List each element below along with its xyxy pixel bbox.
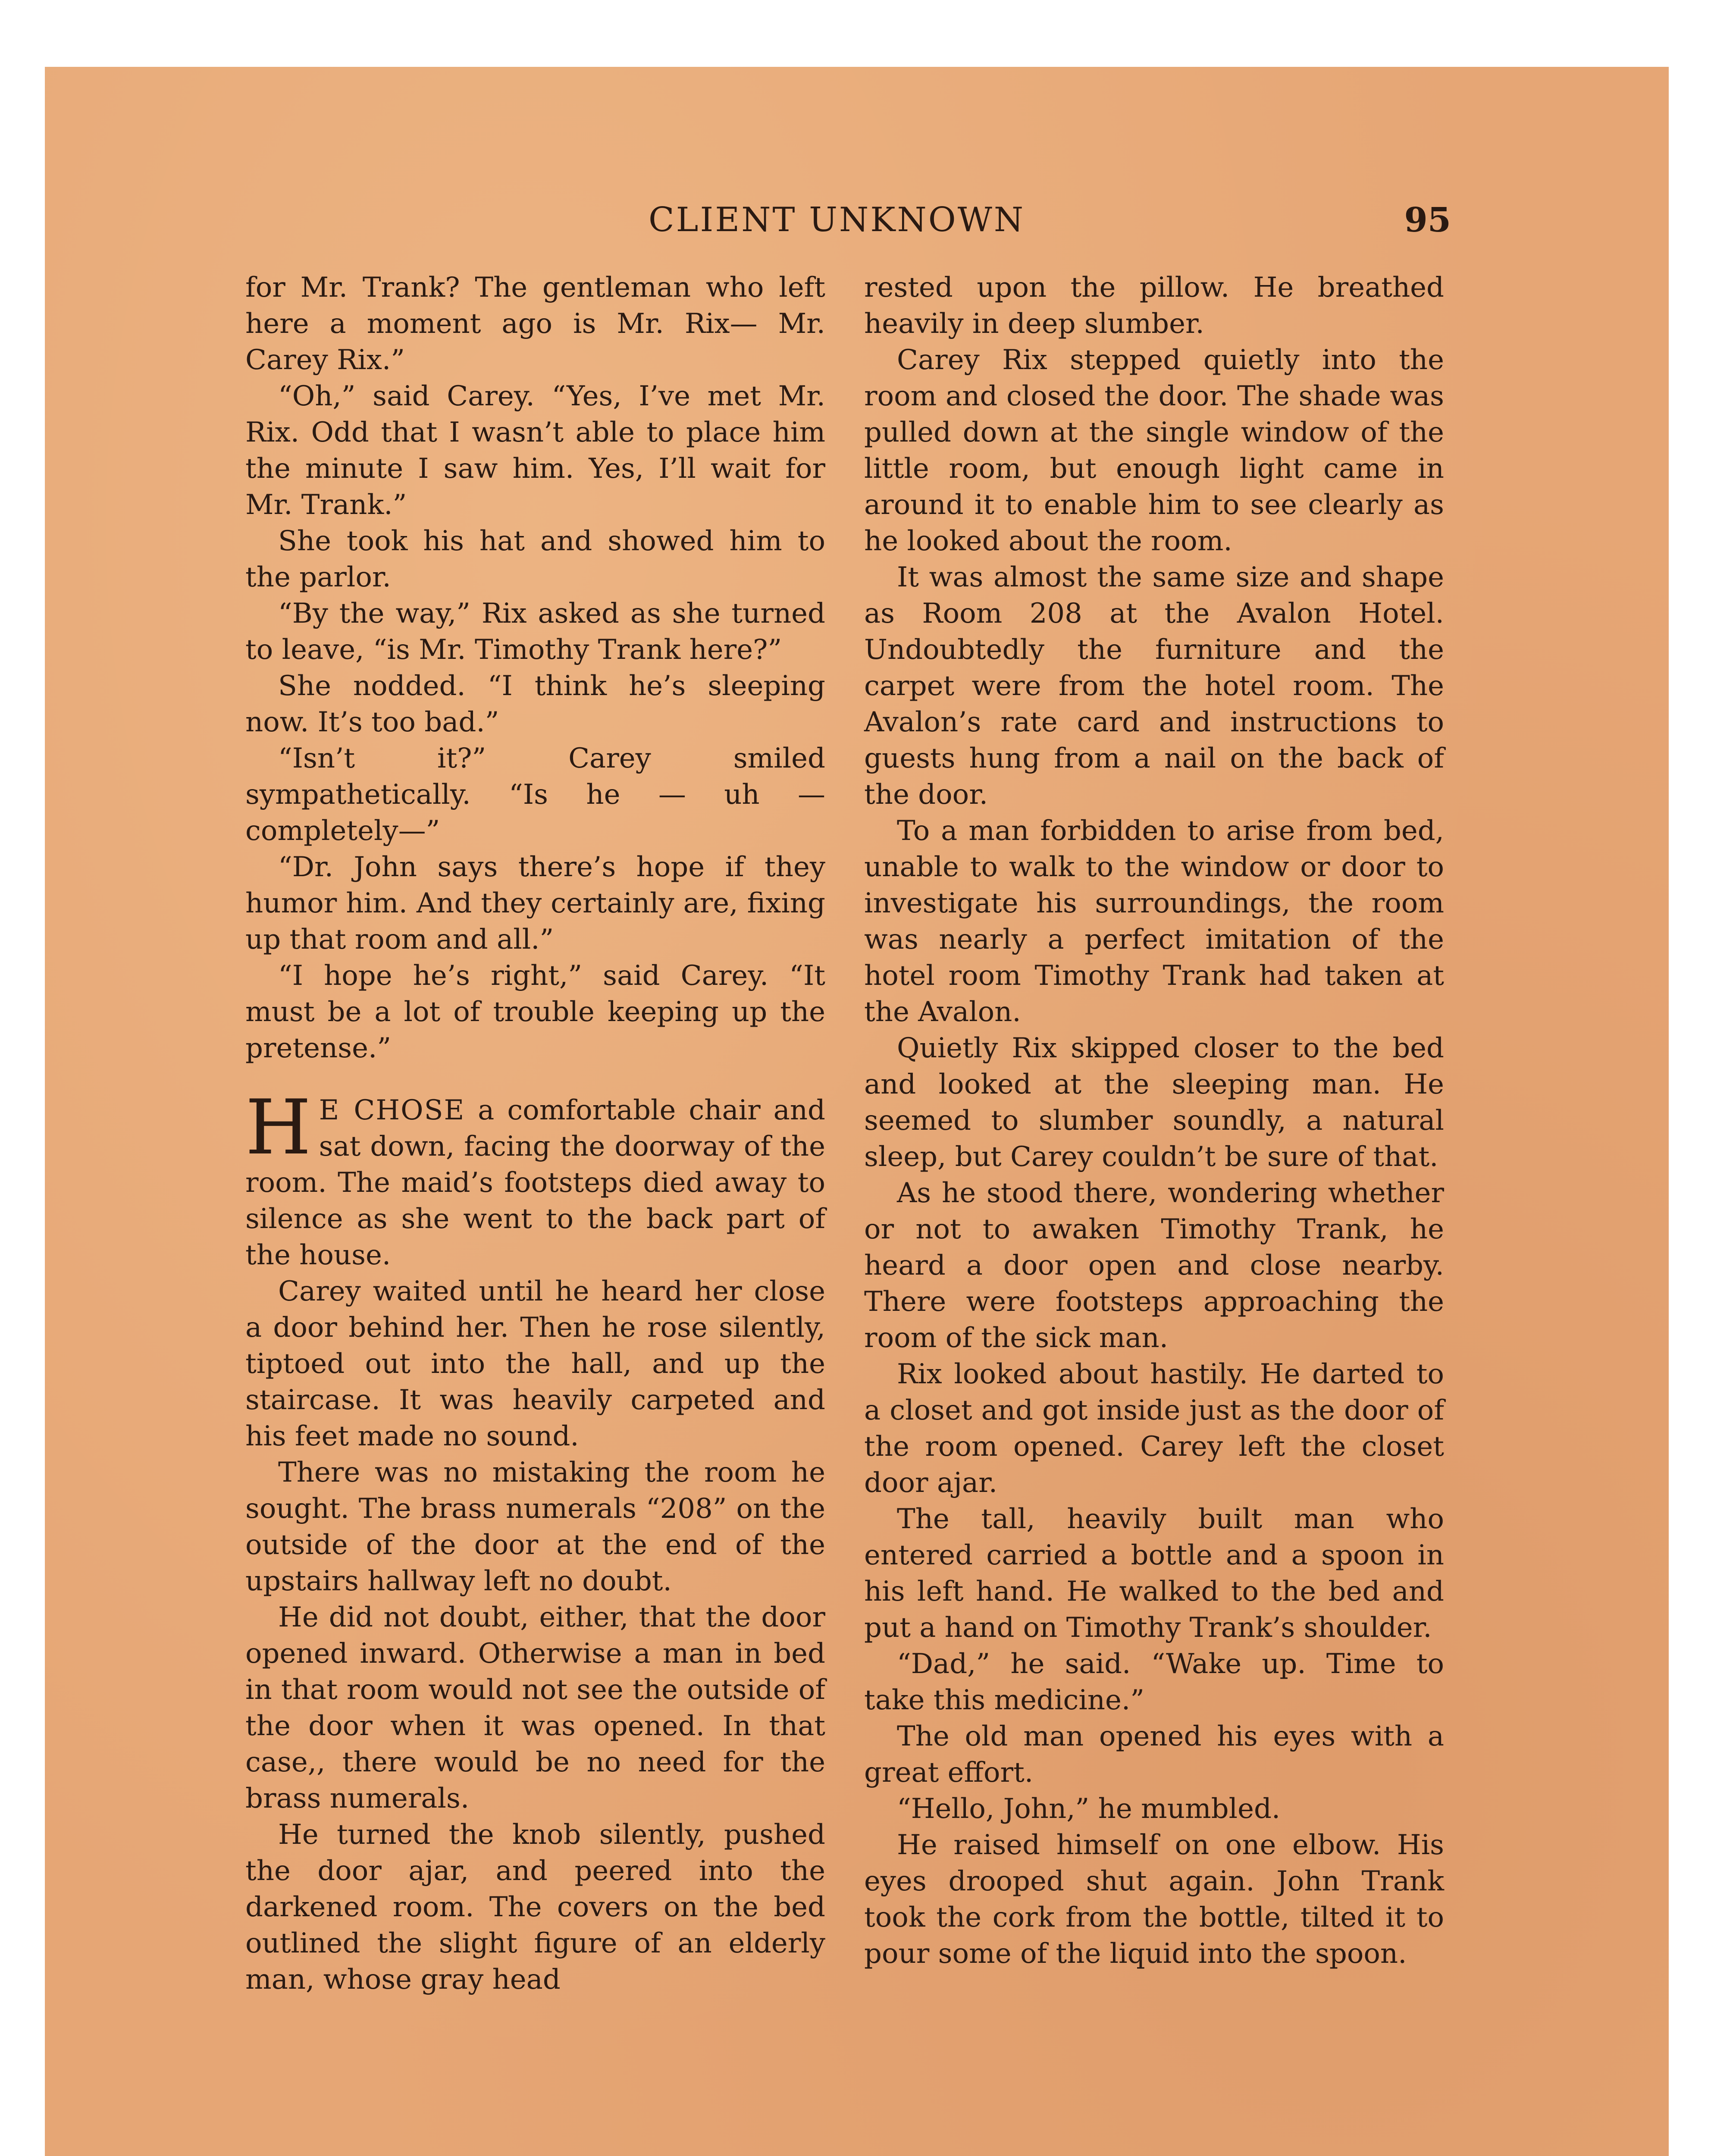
paragraph: He did not doubt, either, that the door opened inward. Otherwise a man in bed in that room would not see the outside of the door when it was opened. In that case,, there would be no need for the brass numerals. <box>245 1601 825 1814</box>
paragraph: Quietly Rix skipped closer to the bed and looked at the sleeping man. He seemed to slumber soundly, a natural sleep, but Carey couldn’t be sure of that. <box>864 1032 1444 1173</box>
paragraph: Carey Rix stepped quietly into the room and closed the door. The shade was pulled down at the single window of the little room, but enough light came in around it to enable him to see clearly as he looked about the room. <box>864 344 1444 557</box>
paragraph: Rix looked about hastily. He darted to a closet and got inside just as the door of the room opened. Carey left the closet door ajar. <box>864 1358 1444 1499</box>
section-break <box>245 1066 825 1092</box>
running-head: CLIENT UNKNOWN <box>649 201 1025 239</box>
paragraph: It was almost the same size and shape as Room 208 at the Avalon Hotel. Undoubtedly the furniture and the carpet were from the hotel room. The Avalon’s rate card and instructions to guests hung from a nail on the back of the door. <box>864 561 1444 811</box>
paragraph: “Oh,” said Carey. “Yes, I’ve met Mr. Rix. Odd that I wasn’t able to place him the minute I saw him. Yes, I’ll wait for Mr. Trank.” <box>245 380 825 521</box>
page-number: 95 <box>1404 201 1451 240</box>
paragraph: Carey waited until he heard her close a door behind her. Then he rose silently, tiptoed out into the hall, and up the staircase. It was heavily carpeted and his feet made no sound. <box>245 1275 825 1452</box>
paragraph: As he stood there, wondering whether or not to awaken Timothy Trank, he heard a door open and close nearby. There were footsteps approaching the room of the sick man. <box>864 1177 1444 1354</box>
paragraph: He turned the knob silently, pushed the door ajar, and peered into the darkened room. The covers on the bed outlined the slight figure of an elderly man, whose gray head <box>245 1819 825 1996</box>
right-column <box>864 270 1444 1972</box>
paragraph: “Dad,” he said. “Wake up. Time to take this medicine.” <box>864 1648 1444 1716</box>
paragraph: for Mr. Trank? The gentleman who left here a moment ago is Mr. Rix— Mr. Carey Rix.” <box>245 272 825 376</box>
dropcap-paragraph <box>245 1084 825 1273</box>
paragraph: “Isn’t it?” Carey smiled sympathetically. “Is he — uh — completely—” <box>245 743 825 847</box>
paragraph-text: a comfortable chair and sat down, facing the doorway of the room. The maid’s footsteps died away to silence as she went to the back part of the house. <box>245 1094 825 1271</box>
paragraph: To a man forbidden to arise from bed, unable to walk to the window or door to investigate his surroundings, the room was nearly a perfect imitation of the hotel room Timothy Trank had taken at the Avalon. <box>864 815 1444 1028</box>
small-caps-lead: E CHOSE <box>319 1094 465 1126</box>
paragraph: rested upon the pillow. He breathed heavily in deep slumber. <box>864 272 1444 340</box>
paragraph: “Hello, John,” he mumbled. <box>897 1793 1281 1825</box>
paragraph: “I hope he’s right,” said Carey. “It must be a lot of trouble keeping up the pretense.” <box>245 960 825 1064</box>
paragraph: “By the way,” Rix asked as she turned to leave, “is Mr. Timothy Trank here?” <box>245 598 825 666</box>
paragraph: “Dr. John says there’s hope if they humor him. And they certainly are, fixing up that room and all.” <box>245 851 825 956</box>
drop-cap: H <box>245 1084 311 1172</box>
page-header <box>45 201 1669 248</box>
paragraph: The old man opened his eyes with a great effort. <box>864 1720 1444 1789</box>
paragraph: There was no mistaking the room he sought. The brass numerals “208” on the outside of the door at the end of the upstairs hallway left no doubt. <box>245 1457 825 1597</box>
paragraph: She nodded. “I think he’s sleeping now. It’s too bad.” <box>245 670 825 738</box>
left-column <box>245 270 825 1998</box>
paragraph: The tall, heavily built man who entered carried a bottle and a spoon in his left hand. He walked to the bed and put a hand on Timothy Trank’s shoulder. <box>864 1503 1444 1644</box>
paragraph: He raised himself on one elbow. His eyes drooped shut again. John Trank took the cork from the bottle, tilted it to pour some of the liquid into the spoon. <box>864 1829 1444 1970</box>
paragraph: She took his hat and showed him to the parlor. <box>245 525 825 593</box>
scanned-page <box>45 67 1669 2156</box>
